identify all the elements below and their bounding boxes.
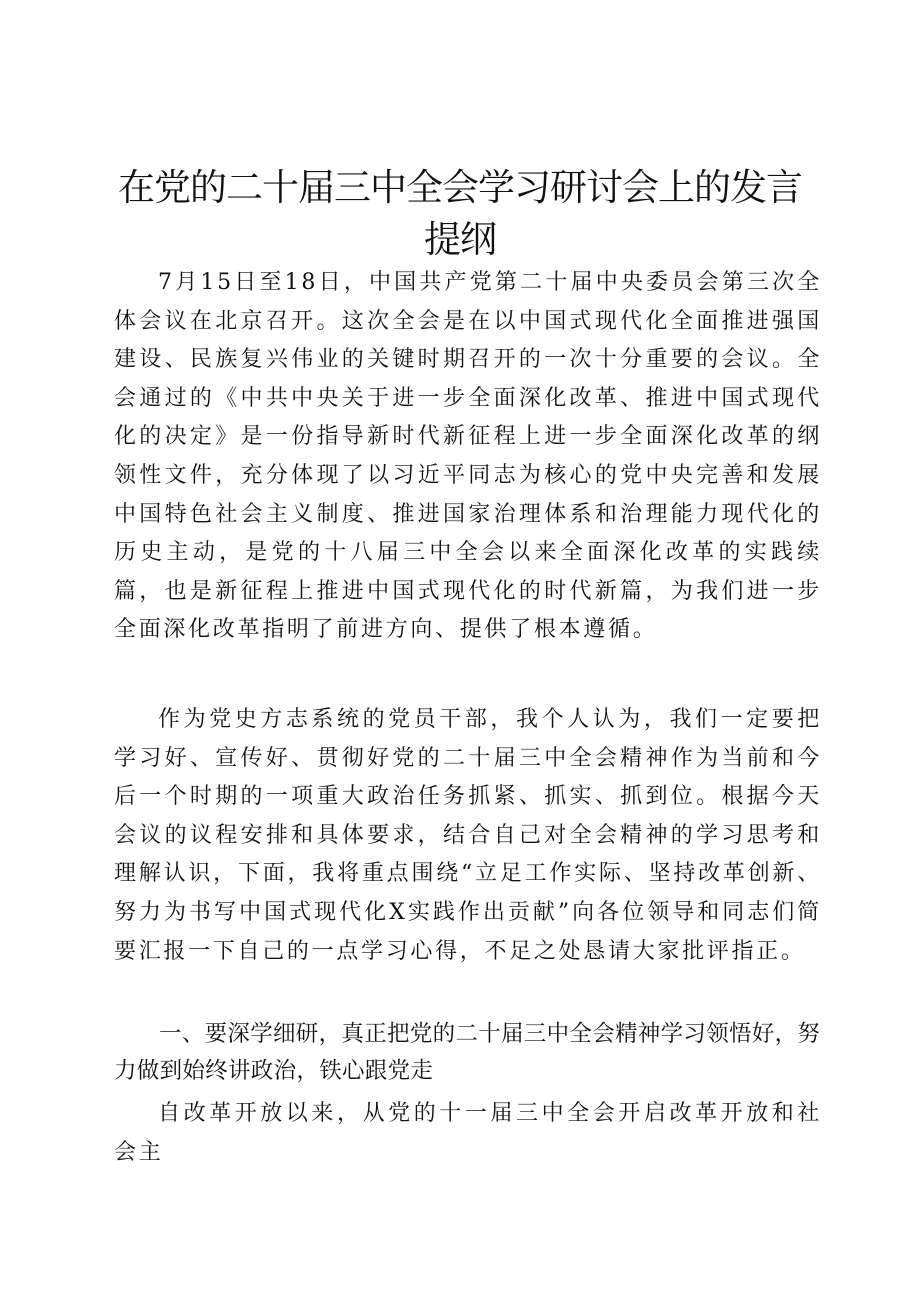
section-heading-one: 一、要深学细研，真正把党的二十届三中全会精神学习领悟好，努力做到始终讲政治，铁心跟党走 [114,1021,821,1084]
paragraph-reform-history: 自改革开放以来，从党的十一届三中全会开启改革开放和社会主 [114,1101,822,1165]
paragraph-personal-view: 作为党史方志系统的党员干部，我个人认为，我们一定要把学习好、宣传好、贯彻好党的二十届三中全会精神作为当前和今后一个时期的一项重大政治任务抓紧、抓实、抓到位。根据今天会议的议程安排和具体要求，结合自己对全会精神的学习思考和理解认识，下面，我将重点围绕“立足工作实际、坚持改革创新、努力为书写中国式现代化X实践作出贡献”向各位领导和同志们简要汇报一下自己的一点学习心得，不足之处恳请大家批评指正。 [114,707,822,964]
document-title: 在党的二十届三中全会学习研讨会上的发言提纲 [118,166,802,261]
paragraph-plenum-intro: 7月15日至18日，中国共产党第二十届中央委员会第三次全体会议在北京召开。这次全会是在以中国式现代化全面推进强国建设、民族复兴伟业的关键时期召开的一次十分重要的会议。全会通过的《中共中央关于进一步全面深化改革、推进中国式现代化的决定》是一份指导新时代新征程上进一步全面深化改革的纲领性文件，充分体现了以习近平同志为核心的党中央完善和发展中国特色社会主义制度、推进国家治理体系和治理能力现代化的历史主动，是党的十八届三中全会以来全面深化改革的实践续篇，也是新征程上推进中国式现代化的时代新篇，为我们进一步全面深化改革指明了前进方向、提供了根本遵循。 [114,270,822,643]
